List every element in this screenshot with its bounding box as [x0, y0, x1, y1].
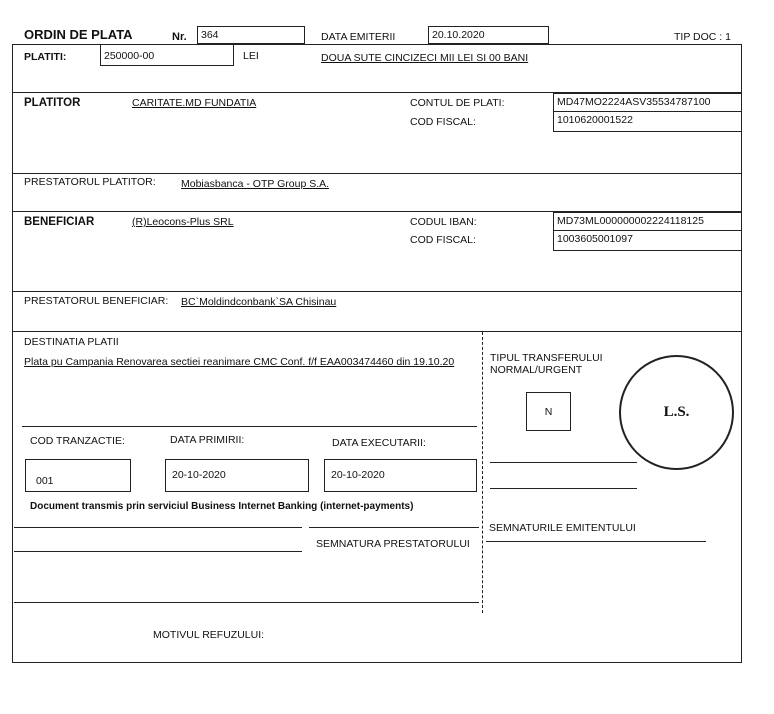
issuer-signature-label: SEMNATURILE EMITENTULUI [489, 522, 636, 534]
transfer-type-box [526, 392, 571, 431]
executed-date-label: DATA EXECUTARII: [332, 437, 426, 449]
beneficiary-fiscal-label: COD FISCAL: [410, 234, 476, 246]
payer-account-label: CONTUL DE PLATI: [410, 97, 505, 109]
beneficiary-name: (R)Leocons-Plus SRL [132, 216, 234, 228]
executed-date-value: 20-10-2020 [331, 469, 385, 481]
beneficiary-iban-field [553, 212, 742, 231]
order-number-label: Nr. [172, 31, 187, 43]
amount-value: 250000-00 [104, 50, 155, 62]
payer-fiscal-label: COD FISCAL: [410, 116, 476, 128]
amount-in-words: DOUA SUTE CINCIZECI MII LEI SI 00 BANI [321, 52, 529, 64]
executed-date-field [324, 459, 477, 492]
order-number-field [197, 26, 305, 44]
signature-line [490, 462, 637, 463]
beneficiary-iban-value: MD73ML000000002224118125 [557, 215, 704, 227]
issue-date-label: DATA EMITERII [321, 31, 396, 43]
beneficiary-provider-value: BC`Moldindconbank`SA Chisinau [181, 296, 337, 308]
divider [12, 331, 742, 332]
refusal-reason-label: MOTIVUL REFUZULUI: [153, 629, 265, 641]
received-date-field [165, 459, 309, 492]
signature-line [486, 541, 706, 542]
divider [12, 173, 742, 174]
payer-label: PLATITOR [24, 97, 81, 109]
payer-name: CARITATE.MD FUNDATIA [132, 97, 257, 109]
received-date-label: DATA PRIMIRII: [170, 434, 245, 446]
amount-label: PLATITI: [24, 51, 67, 63]
transmission-note: Document transmis prin serviciul Business Internet Banking (internet-payments) [30, 501, 414, 512]
payer-account-value: MD47MO2224ASV35534787100 [557, 96, 711, 108]
divider [22, 426, 477, 427]
signature-line [14, 551, 302, 552]
beneficiary-fiscal-field [553, 230, 742, 251]
divider [12, 291, 742, 292]
transaction-code-field [25, 459, 131, 492]
transfer-type-label: TIPUL TRANSFERULUI [490, 352, 603, 364]
beneficiary-label: BENEFICIAR [24, 216, 95, 228]
signature-line [14, 527, 302, 528]
stamp-seal [619, 355, 734, 470]
dashed-divider [482, 332, 483, 613]
currency-label: LEI [243, 50, 259, 62]
beneficiary-provider-label: PRESTATORUL BENEFICIAR: [24, 295, 169, 307]
provider-signature-label: SEMNATURA PRESTATORULUI [316, 538, 470, 550]
order-number-value: 364 [201, 29, 219, 41]
transfer-type-sublabel: NORMAL/URGENT [490, 364, 583, 376]
document-title: ORDIN DE PLATA [24, 27, 133, 42]
transaction-code-label: COD TRANZACTIE: [30, 435, 125, 447]
signature-line [309, 527, 479, 528]
received-date-value: 20-10-2020 [172, 469, 226, 481]
form-frame [12, 44, 742, 663]
payer-fiscal-value: 1010620001522 [557, 114, 633, 126]
payer-fiscal-field [553, 111, 742, 132]
signature-line [490, 488, 637, 489]
destination-label: DESTINATIA PLATII [24, 336, 119, 348]
payer-account-field [553, 93, 742, 112]
document-type: TIP DOC : 1 [674, 31, 731, 43]
amount-field [100, 44, 234, 66]
beneficiary-iban-label: CODUL IBAN: [410, 216, 477, 228]
beneficiary-fiscal-value: 1003605001097 [557, 233, 633, 245]
payer-provider-value: Mobiasbanca - OTP Group S.A. [181, 178, 330, 190]
issue-date-field [428, 26, 549, 44]
payer-provider-label: PRESTATORUL PLATITOR: [24, 176, 156, 188]
issue-date-value: 20.10.2020 [432, 29, 485, 41]
divider [14, 602, 479, 603]
stamp-text: L.S. [663, 404, 690, 420]
transaction-code-value: 001 [36, 475, 54, 487]
destination-text: Plata pu Campania Renovarea sectiei reanimare CMC Conf. f/f EAA003474460 din 19.10.20 [24, 356, 455, 368]
transfer-type-value: N [544, 405, 553, 418]
